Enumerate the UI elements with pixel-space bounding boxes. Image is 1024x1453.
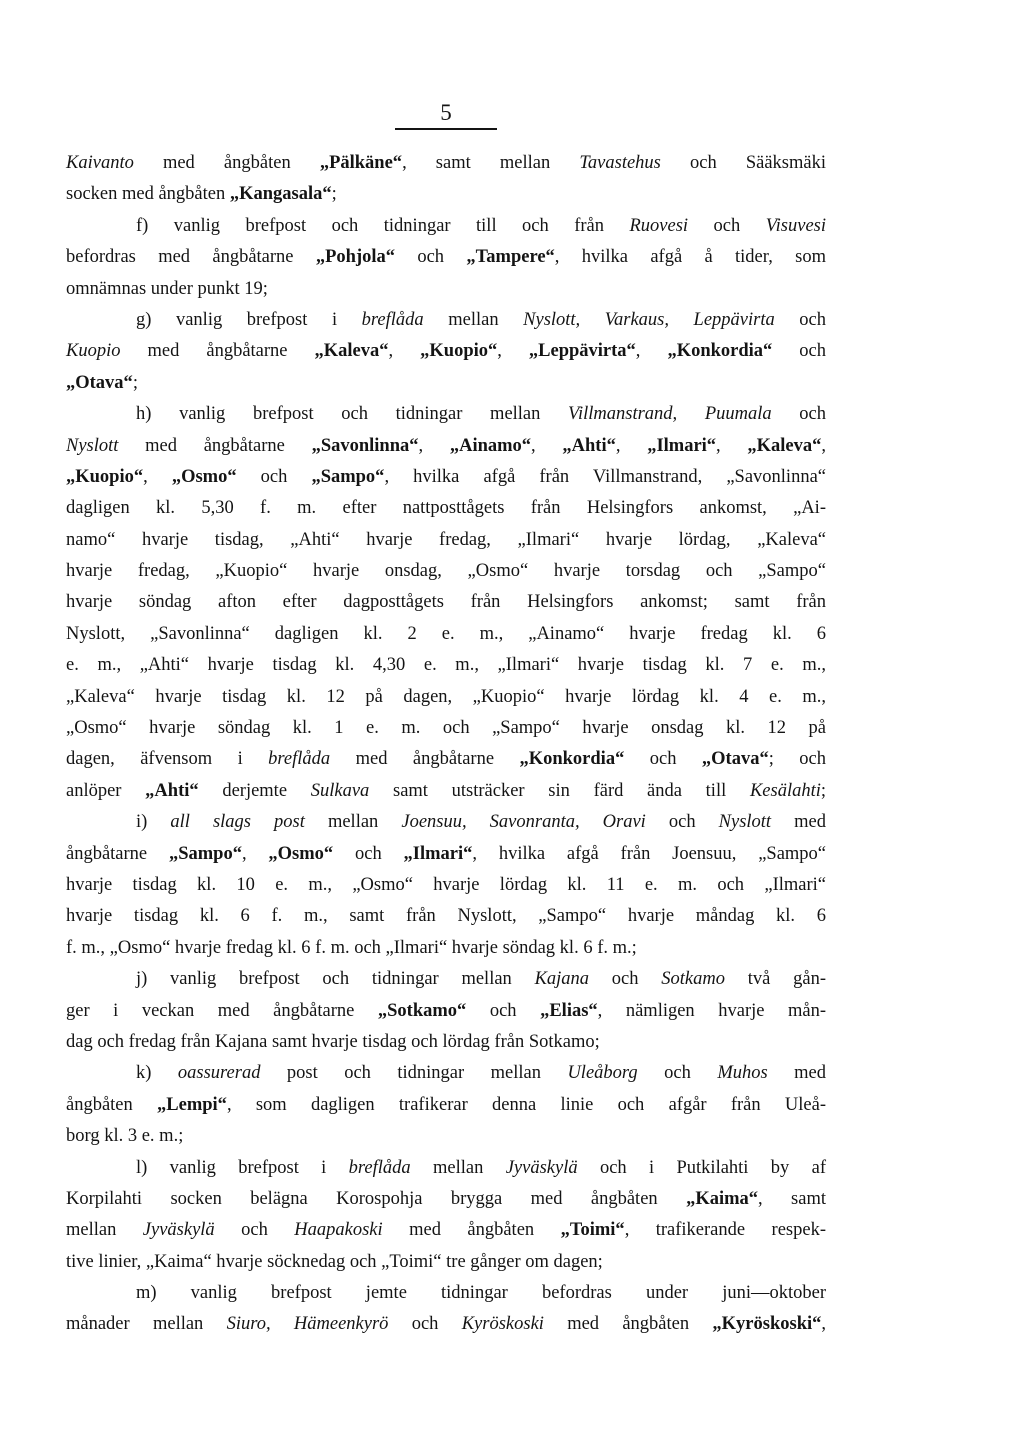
text-segment: och (624, 749, 702, 770)
text-segment: månader mellan (66, 1314, 227, 1335)
text-line (66, 242, 826, 273)
text-segment: med ångbåtarne (118, 435, 312, 456)
text-segment: , nämligen hvarje mån- (597, 1000, 827, 1021)
text-line (66, 1184, 826, 1215)
italic-text: Ruovesi (629, 215, 689, 236)
text-segment: borg kl. 3 e. m.; (66, 1126, 184, 1147)
text-segment: , samt mellan (402, 153, 580, 173)
text-line (66, 1121, 826, 1152)
text-segment: två gån- (725, 969, 826, 990)
bold-name: „Sotkamo“ (377, 1000, 467, 1021)
bold-name: „Leppävirta“ (528, 341, 636, 362)
text-line (66, 1309, 826, 1340)
text-line (66, 587, 826, 618)
italic-text: Siuro, Hämeenkyrö (226, 1314, 389, 1335)
text-line (66, 211, 826, 242)
text-segment: och (395, 247, 467, 268)
text-line (66, 776, 826, 807)
bold-name: „Sampo“ (311, 466, 385, 487)
bold-name: „Savonlinna“ (311, 435, 419, 456)
italic-text: Haapakoski (294, 1220, 383, 1241)
text-segment: h) vanlig brefpost och tidningar mellan (136, 404, 569, 425)
text-segment: „Kaleva“ hvarje tisdag kl. 12 på dagen, „Kuopio“ hvarje lördag kl. 4 e. m., (66, 686, 826, 707)
text-segment: med (771, 812, 826, 833)
text-segment: ; (331, 184, 337, 205)
text-segment: , (497, 341, 529, 362)
text-segment: och (771, 404, 826, 425)
bold-name: „Konkordia“ (667, 341, 773, 362)
text-segment: och (645, 812, 719, 833)
text-segment: ångbåtarne (66, 843, 169, 864)
text-segment: tive linier, „Kaima“ hvarje söcknedag och „Toimi“ tre gånger om dagen; (66, 1251, 603, 1272)
bold-name: „Tampere“ (466, 247, 555, 268)
text-line (66, 713, 826, 744)
text-segment: , (821, 435, 827, 456)
italic-text: Kuopio (66, 341, 121, 362)
italic-text: Sulkava (310, 780, 370, 801)
text-segment: och (772, 341, 827, 362)
text-line (66, 493, 826, 524)
bold-name: „Pälkäne“ (319, 153, 403, 173)
text-segment: , trafikerande respek- (624, 1220, 826, 1241)
bold-name: „Ilmari“ (403, 843, 473, 864)
text-segment: f. m., „Osmo“ hvarje fredag kl. 6 f. m. och „Ilmari“ hvarje söndag kl. 6 f. m.; (66, 937, 637, 958)
italic-text: Jyväskylä (505, 1157, 578, 1178)
text-segment: hvarje tisdag kl. 10 e. m., „Osmo“ hvarje lördag kl. 11 e. m. och „Ilmari“ (66, 874, 826, 895)
text-segment: , (143, 466, 172, 487)
text-line (66, 933, 826, 964)
text-segment: och (589, 969, 662, 990)
text-line (66, 839, 826, 870)
bold-name: „Toimi“ (560, 1220, 625, 1241)
text-segment: och (388, 1314, 462, 1335)
italic-text: Sotkamo (661, 969, 725, 990)
text-segment: med (767, 1063, 826, 1084)
italic-text: Kesälahti (749, 780, 821, 801)
text-segment: , (241, 843, 269, 864)
text-segment: med ångbåtarne (330, 749, 520, 770)
text-segment: ger i veckan med ångbåtarne (66, 1000, 378, 1021)
text-segment: ; (132, 372, 138, 393)
bold-name: „Ahti“ (562, 435, 616, 456)
text-segment: derjemte (198, 780, 311, 801)
text-segment: , (716, 435, 748, 456)
bold-name: „Elias“ (540, 1000, 598, 1021)
text-line (66, 682, 826, 713)
text-line (66, 148, 826, 179)
text-segment: och (688, 215, 766, 236)
bold-name: „Osmo“ (268, 843, 334, 864)
text-line (66, 1153, 826, 1184)
text-line (66, 305, 826, 336)
text-line (66, 1215, 826, 1246)
text-segment: hvarje fredag, „Kuopio“ hvarje onsdag, „Osmo“ hvarje torsdag och „Sampo“ (66, 561, 826, 582)
text-segment: och (466, 1000, 541, 1021)
text-line (66, 368, 826, 399)
italic-text: Uleåborg (567, 1063, 638, 1084)
text-segment: post och tidningar mellan (260, 1063, 568, 1084)
text-line (66, 807, 826, 838)
text-segment: ; och (768, 749, 826, 770)
italic-text: Kajana (534, 969, 590, 990)
text-segment: och (236, 466, 312, 487)
text-segment: , (821, 1314, 826, 1335)
text-segment: g) vanlig brefpost i (136, 309, 362, 330)
text-segment: , som dagligen trafikerar denna linie och afgår från Uleå- (226, 1094, 826, 1115)
text-segment: , samt (758, 1188, 826, 1209)
italic-text: breflåda (268, 749, 331, 770)
bold-name: „Osmo“ (171, 466, 237, 487)
text-line (66, 619, 826, 650)
italic-text: Nyslott (718, 812, 772, 833)
italic-text: Muhos (717, 1063, 768, 1084)
italic-text: all slags post (170, 812, 305, 833)
bold-name: „Kaleva“ (747, 435, 822, 456)
text-segment: namo“ hvarje tisdag, „Ahti“ hvarje fredag, „Ilmari“ hvarje lördag, „Kaleva“ (66, 529, 826, 550)
bold-name: „Kuopio“ (66, 466, 144, 487)
text-segment: med ångbåten (133, 153, 320, 173)
text-segment: f) vanlig brefpost och tidningar till och från (136, 215, 630, 236)
text-line (66, 901, 826, 932)
italic-text: Nyslott, Varkaus, Leppävirta (523, 309, 775, 330)
text-segment: , (615, 435, 648, 456)
text-line (66, 462, 826, 493)
text-segment: , hvilka afgå å tider, som (554, 247, 826, 268)
text-segment: l) vanlig brefpost i (136, 1157, 349, 1178)
italic-text: breflåda (361, 309, 424, 330)
text-segment: „Osmo“ hvarje söndag kl. 1 e. m. och „Sampo“ hvarje onsdag kl. 12 på (66, 718, 826, 739)
bold-name: „Kaleva“ (314, 341, 389, 362)
bold-name: „Otava“ (701, 749, 769, 770)
text-segment: m) vanlig brefpost jemte tidningar befordras under juni—oktober (136, 1283, 826, 1304)
text-segment: hvarje tisdag kl. 6 f. m., samt från Nyslott, „Sampo“ hvarje måndag kl. 6 (66, 906, 826, 927)
text-segment: mellan (410, 1157, 506, 1178)
bold-name: „Lempi“ (157, 1094, 227, 1115)
italic-text: Kyröskoski (461, 1314, 544, 1335)
text-segment: socken med ångbåten (66, 184, 230, 205)
text-segment: , (418, 435, 450, 456)
text-segment: , (531, 435, 563, 456)
italic-text: Tavastehus (579, 153, 661, 173)
text-segment: hvarje söndag afton efter dagposttågets från Helsingfors ankomst; samt från (66, 592, 826, 613)
bold-name: „Sampo“ (168, 843, 242, 864)
italic-text: oassurerad (177, 1063, 261, 1084)
text-segment: e. m., „Ahti“ hvarje tisdag kl. 4,30 e. m., „Ilmari“ hvarje tisdag kl. 7 e. m., (66, 655, 826, 676)
text-segment: , hvilka afgå från Villmanstrand, „Savonlinna“ (384, 466, 826, 487)
italic-text: Visuvesi (765, 215, 826, 236)
bold-name: „Kyröskoski“ (712, 1314, 822, 1335)
text-line (66, 179, 826, 210)
italic-text: Nyslott (66, 435, 119, 456)
text-segment: i) (136, 812, 171, 833)
bold-name: „Ilmari“ (647, 435, 717, 456)
text-line (66, 525, 826, 556)
italic-text: Kaivanto (66, 153, 134, 173)
bold-name: „Kaima“ (686, 1188, 759, 1209)
text-segment: ångbåten (66, 1094, 158, 1115)
text-segment: med ångbåten (543, 1314, 713, 1335)
text-line (66, 431, 826, 462)
text-segment: befordras med ångbåtarne (66, 247, 316, 268)
text-segment: och (774, 309, 827, 330)
text-line (66, 744, 826, 775)
text-line (66, 870, 826, 901)
text-segment: med ångbåtarne (120, 341, 315, 362)
text-segment: , (388, 341, 421, 362)
text-segment: , (635, 341, 668, 362)
text-segment: och (214, 1220, 295, 1241)
text-segment: Korpilahti socken belägna Korospohja brygga med ångbåten (66, 1188, 687, 1209)
bold-name: „Kuopio“ (420, 341, 498, 362)
text-segment: , hvilka afgå från Joensuu, „Sampo“ (472, 843, 827, 864)
text-segment: ; (820, 780, 826, 801)
text-segment: och Sääksmäki (660, 153, 826, 173)
text-segment: samt utsträcker sin färd ända till (369, 780, 750, 801)
italic-text: breflåda (348, 1157, 411, 1178)
text-line (66, 1027, 826, 1058)
text-segment: mellan (423, 309, 524, 330)
text-segment: anlöper (66, 780, 146, 801)
text-segment: j) vanlig brefpost och tidningar mellan (136, 969, 535, 990)
text-segment: dag och fredag från Kajana samt hvarje tisdag och lördag från Sotkamo; (66, 1031, 600, 1052)
bold-name: „Ainamo“ (449, 435, 532, 456)
bold-name: „Ahti“ (145, 780, 199, 801)
text-segment: k) (136, 1063, 178, 1084)
italic-text: Jyväskylä (142, 1220, 215, 1241)
text-segment: och (333, 843, 404, 864)
bold-name: „Konkordia“ (519, 749, 625, 770)
text-line (66, 650, 826, 681)
text-line (66, 1247, 826, 1278)
text-segment: och i Putkilahti by af (577, 1157, 826, 1178)
page-number: 5 (395, 98, 497, 130)
text-segment: dagligen kl. 5,30 f. m. efter nattposttågets från Helsingfors ankomst, „Ai- (66, 498, 826, 519)
text-line (66, 1278, 826, 1309)
italic-text: Villmanstrand, Puumala (568, 404, 772, 425)
text-segment: mellan (66, 1220, 143, 1241)
text-segment: med ångbåten (382, 1220, 561, 1241)
text-segment: mellan (304, 812, 402, 833)
text-segment: dagen, äfvensom i (66, 749, 269, 770)
text-line (66, 336, 826, 367)
bold-name: „Pohjola“ (315, 247, 395, 268)
bold-name: „Kangasala“ (229, 184, 332, 205)
text-line (66, 964, 826, 995)
text-line (66, 274, 826, 305)
text-line (66, 1058, 826, 1089)
text-line (66, 1090, 826, 1121)
text-segment: Nyslott, „Savonlinna“ dagligen kl. 2 e. m., „Ainamo“ hvarje fredag kl. 6 (66, 623, 826, 644)
text-line (66, 399, 826, 430)
italic-text: Joensuu, Savonranta, Oravi (401, 812, 646, 833)
body-text (66, 148, 826, 1341)
text-segment: omnämnas under punkt 19; (66, 278, 268, 299)
text-line (66, 556, 826, 587)
text-line (66, 996, 826, 1027)
bold-name: „Otava“ (66, 372, 133, 393)
text-segment: och (637, 1063, 718, 1084)
